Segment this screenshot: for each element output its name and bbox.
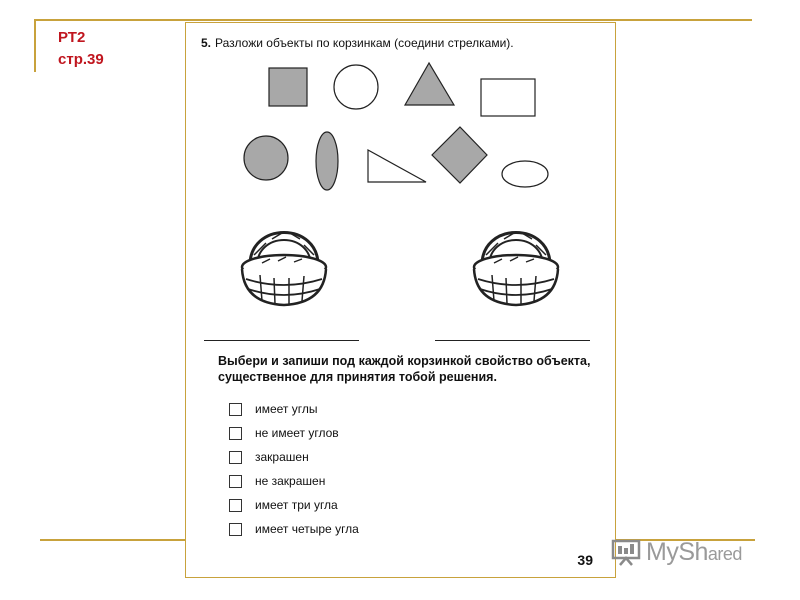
- logo-text: [646, 538, 742, 567]
- checkbox-icon[interactable]: [229, 475, 242, 488]
- option-label: имеет углы: [255, 402, 318, 416]
- shapes-area: [186, 23, 615, 223]
- shape-ellipse-filled-vertical[interactable]: [316, 132, 338, 190]
- basket-left-icon[interactable]: [234, 215, 334, 310]
- shape-circle-outline[interactable]: [334, 65, 378, 109]
- logo-text-sub: ared: [707, 543, 742, 564]
- instruction-line-1: Выбери и запиши под каждой корзинкой свойство объекта,: [218, 354, 591, 368]
- shape-right-triangle-outline[interactable]: [368, 150, 426, 182]
- left-accent-bar: [34, 20, 36, 72]
- answer-line-right[interactable]: [435, 340, 590, 341]
- task-number: 5.: [201, 36, 212, 50]
- option-label: закрашен: [255, 450, 309, 464]
- option-label: не закрашен: [255, 474, 326, 488]
- page-number: 39: [577, 552, 593, 568]
- checkbox-icon[interactable]: [229, 499, 242, 512]
- option-not-filled[interactable]: [229, 469, 359, 493]
- shape-ellipse-outline[interactable]: [502, 161, 548, 187]
- shape-square-filled[interactable]: [269, 68, 307, 106]
- property-options-list: [229, 397, 359, 541]
- shape-rectangle-outline[interactable]: [481, 79, 535, 116]
- option-has-corners[interactable]: [229, 397, 359, 421]
- option-label: имеет три угла: [255, 498, 338, 512]
- answer-line-left[interactable]: [204, 340, 359, 341]
- shape-circle-filled[interactable]: [244, 136, 288, 180]
- logo-text-main: MySh: [646, 537, 708, 566]
- checkbox-icon[interactable]: [229, 427, 242, 440]
- option-filled[interactable]: [229, 445, 359, 469]
- task-title-text: Разложи объекты по корзинкам (соедини стрелками).: [215, 36, 514, 50]
- option-four-corners[interactable]: [229, 517, 359, 541]
- worksheet-page: [185, 22, 616, 578]
- option-label: не имеет углов: [255, 426, 339, 440]
- slide-label-page: стр.39: [58, 51, 104, 68]
- option-label: имеет четыре угла: [255, 522, 359, 536]
- checkbox-icon[interactable]: [229, 403, 242, 416]
- slide-label-workbook: РТ2: [58, 29, 86, 46]
- presentation-board-icon: [610, 537, 642, 567]
- basket-right-icon[interactable]: [466, 215, 566, 310]
- checkbox-icon[interactable]: [229, 451, 242, 464]
- shape-triangle-filled[interactable]: [405, 63, 454, 105]
- shape-diamond-filled[interactable]: [432, 127, 487, 183]
- option-no-corners[interactable]: [229, 421, 359, 445]
- option-three-corners[interactable]: [229, 493, 359, 517]
- checkbox-icon[interactable]: [229, 523, 242, 536]
- top-rule: [34, 19, 752, 21]
- instruction-line-2: существенное для принятия тобой решения.: [218, 370, 497, 384]
- instruction-text: [218, 353, 608, 385]
- myshared-logo[interactable]: [610, 537, 742, 567]
